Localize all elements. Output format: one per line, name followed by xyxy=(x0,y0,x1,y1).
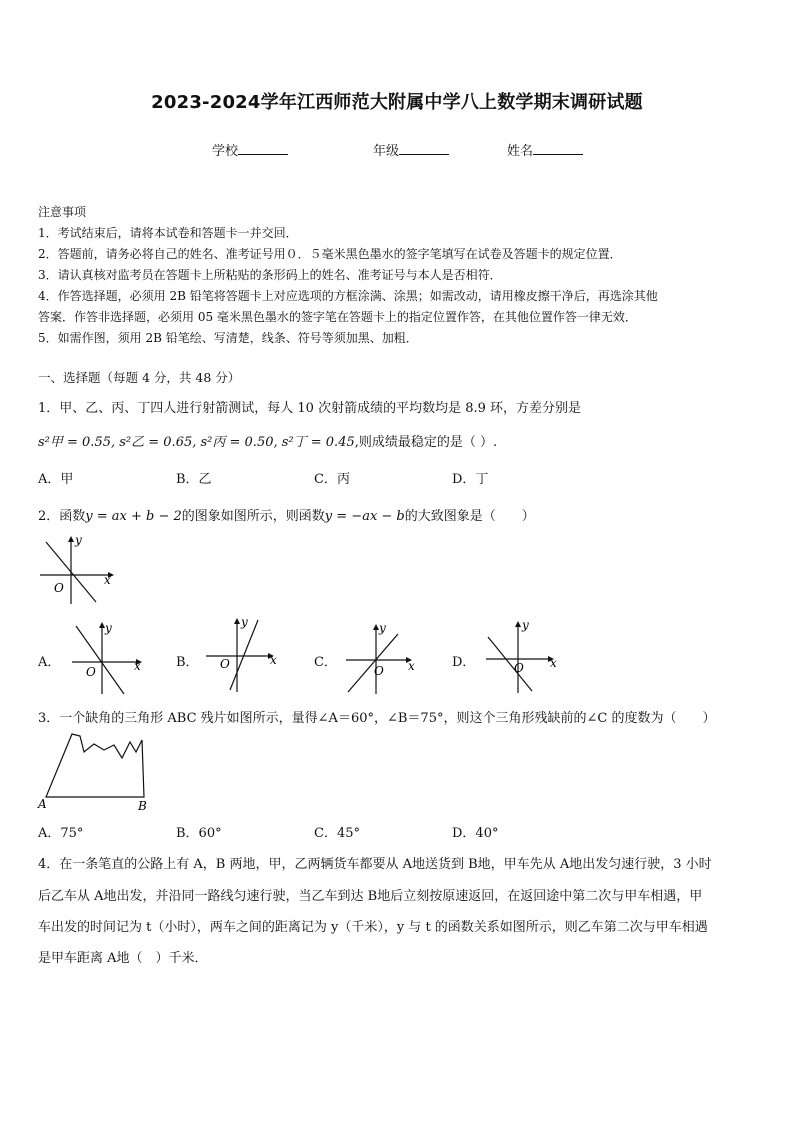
option-c[interactable]: C．丙 xyxy=(314,472,350,487)
vertex-b-label: B xyxy=(138,799,147,812)
broken-triangle-figure xyxy=(36,730,156,812)
question-4-line: 4．在一条笔直的公路上有 A，B 两地，甲，乙两辆货车都要从 A地送货到 B地，甲车先从 A地出发匀速行驶，3 小时 xyxy=(38,857,712,872)
option-c[interactable]: C． xyxy=(314,655,337,670)
option-b-graph[interactable] xyxy=(204,614,286,694)
option-d-graph[interactable] xyxy=(482,617,564,695)
option-a-graph[interactable] xyxy=(68,620,150,696)
question-4-line: 车出发的时间记为 t（小时），两车之间的距离记为 y（千米），y 与 t 的函数关系如图所示，则乙车第二次与甲车相遇 xyxy=(38,920,708,935)
notes-item: 2．答题前，请务必将自己的姓名、准考证号用０．５毫米黑色墨水的签字笔填写在试卷及答题卡的规定位置． xyxy=(38,247,622,261)
grade-label: 年级 xyxy=(373,144,400,159)
y-axis-label: y xyxy=(522,618,529,632)
function-2: y = −ax − b xyxy=(324,509,405,524)
notes-item: 3．请认真核对监考员在答题卡上所粘贴的条形码上的姓名、准考证号与本人是否相符． xyxy=(38,268,502,282)
origin-label: O xyxy=(220,657,230,671)
notes-item: 答案．作答非选择题，必须用 05 毫米黑色墨水的签字笔在答题卡上的指定位置作答，在其他位置作答一律无效． xyxy=(38,310,637,324)
question-2-prefix: 2．函数 xyxy=(38,509,86,524)
y-axis-arrow xyxy=(234,618,240,624)
option-d[interactable]: D．40° xyxy=(452,826,499,841)
option-b[interactable]: B．乙 xyxy=(176,472,212,487)
origin-label: O xyxy=(374,664,384,678)
origin-label: O xyxy=(514,661,524,675)
origin-label: O xyxy=(86,665,96,679)
option-line xyxy=(76,626,124,694)
question-1-text: 1．甲、乙、丙、丁四人进行射箭测试，每人 10 次射箭成绩的平均数均是 8.9 环，方差分别是 xyxy=(38,401,582,416)
option-line xyxy=(348,634,398,692)
grade-field[interactable] xyxy=(373,140,449,159)
question-1-formula-line xyxy=(38,431,497,450)
question-2-mid: 的图象如图所示，则函数 xyxy=(181,509,325,524)
option-d[interactable]: D． xyxy=(452,655,476,670)
x-axis-label: x xyxy=(550,656,557,670)
triangle-outline xyxy=(46,734,144,797)
y-axis-label: y xyxy=(241,615,248,629)
notes-item: 4．作答选择题，必须用 2B 铅笔将答题卡上对应选项的方框涂满、涂黑；如需改动，请用橡皮擦干净后，再选涂其他 xyxy=(38,289,658,303)
y-axis-label: y xyxy=(75,534,82,547)
question-2-suffix: 的大致图象是（ ） xyxy=(404,509,535,524)
option-c[interactable]: C．45° xyxy=(314,826,360,841)
option-a[interactable]: A．75° xyxy=(38,826,84,841)
question-2-text xyxy=(38,505,535,524)
notes-item: 5．如需作图，须用 2B 铅笔绘、写清楚，线条、符号等须加黑、加粗． xyxy=(38,331,418,345)
grade-blank[interactable] xyxy=(399,142,449,155)
y-axis-arrow xyxy=(515,621,521,627)
option-line xyxy=(488,637,532,691)
option-a[interactable]: A． xyxy=(38,655,61,670)
school-label: 学校 xyxy=(212,144,239,159)
name-label: 姓名 xyxy=(507,144,534,159)
name-field[interactable] xyxy=(507,140,583,159)
notes-heading: 注意事项 xyxy=(38,205,87,219)
y-axis-arrow xyxy=(68,536,74,542)
y-axis-label: y xyxy=(379,621,386,635)
option-a[interactable]: A．甲 xyxy=(38,472,74,487)
x-axis-label: x xyxy=(104,573,111,587)
vertex-a-label: A xyxy=(38,797,47,811)
school-blank[interactable] xyxy=(238,142,288,155)
x-axis-label: x xyxy=(270,653,277,667)
question-4-line: 后乙车从 A地出发，并沿同一路线匀速行驶，当乙车到达 B地后立刻按原速返回，在返回途中第二次与甲车相遇，甲 xyxy=(38,889,703,904)
notes-item: 1．考试结束后，请将本试卷和答题卡一并交回． xyxy=(38,226,298,240)
given-function-graph xyxy=(38,534,118,606)
variance-formula: s²甲 = 0.55, s²乙 = 0.65, s²丙 = 0.50, s²丁 = 0.45 xyxy=(38,435,355,450)
question-4-line: 是甲车距离 A地（ ）千米． xyxy=(38,951,208,966)
section-heading: 一、选择题（每题 4 分，共 48 分） xyxy=(38,370,241,385)
option-d[interactable]: D．丁 xyxy=(452,472,489,487)
x-axis-label: x xyxy=(408,659,415,673)
function-1: y = ax + b − 2 xyxy=(85,509,182,524)
question-3-text: 3．一个缺角的三角形 ABC 残片如图所示，量得∠A＝60°，∠B＝75°，则这个三角形残缺前的∠C 的度数为（ ） xyxy=(38,711,716,726)
option-b[interactable]: B． xyxy=(176,655,199,670)
origin-label: O xyxy=(54,581,64,595)
page-title: 2023-2024学年江西师范大附属中学八上数学期末调研试题 xyxy=(151,92,643,113)
y-axis-label: y xyxy=(105,621,112,635)
name-blank[interactable] xyxy=(533,142,583,155)
option-c-graph[interactable] xyxy=(342,620,424,696)
question-1-tail: ,则成绩最稳定的是（ ）. xyxy=(354,435,498,450)
school-field[interactable] xyxy=(212,140,288,159)
option-line xyxy=(230,620,258,690)
option-b[interactable]: B．60° xyxy=(176,826,222,841)
x-axis-label: x xyxy=(134,659,141,673)
